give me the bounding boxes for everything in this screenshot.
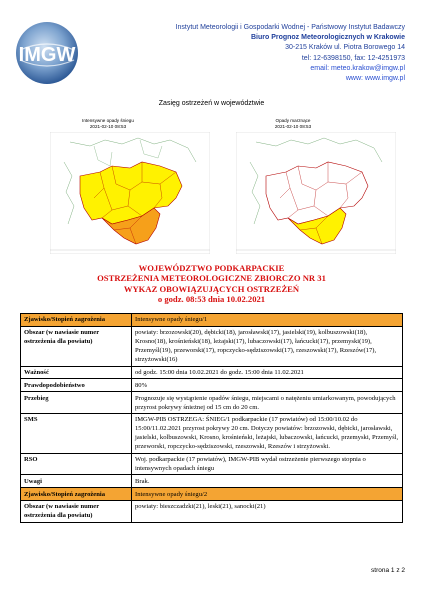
- table-row: [21, 475, 403, 488]
- row-label: Przebieg: [21, 392, 132, 414]
- office-address: 30-215 Kraków ul. Piotra Borowego 14: [285, 44, 405, 52]
- table-row: [21, 413, 403, 453]
- row-value: IMGW-PIB OSTRZEGA: ŚNIEG/1 podkarpackie (17 powiatów) od 15:00/10.02 do 15:00/11.02.2021 przyrost pokrywy 20 cm. Dotyczy powiatów: brzozowski, dębicki, jarosławski, jasielski, kolbuszowski, Krosno, krośnieński, leżajski, lubaczowski, łańcucki, przemyski, Przemyśl, przeworski, ropczycko-sędziszowski, rzeszowski, Rzeszów i strzyżowski.: [132, 413, 403, 453]
- row-value: od godz. 15:00 dnia 10.02.2021 do godz. 15:00 dnia 11.02.2021: [132, 366, 403, 379]
- right-map-phenomenon: Opady marznące: [275, 118, 311, 123]
- right-map-date: 2021-02-10 08:53: [274, 123, 312, 129]
- row-value: Brak.: [132, 475, 403, 488]
- row-value: Woj. podkarpackie (17 powiatów), IMGW-PIB wydał ostrzeżenie pierwszego stopnia o intensywnych opadach śniegu: [132, 453, 403, 475]
- institute-header: [176, 23, 405, 84]
- row-label: SMS: [21, 413, 132, 453]
- row-value: powiaty: brzozowski(20), dębicki(18), jarosławski(17), jasielski(19), kolbuszowski(18), Krosno(18), krośnieński(18), leżajski(17), lubaczowski(17), łańcucki(17), przemyski(19), Przemyśl(19), przeworski(17), ropczycko-sędziszowski(17), rzeszowski(17), Rzeszów(17), strzyżowski(16): [132, 326, 403, 366]
- row-label: Obszar (w nawiasie numer ostrzeżenia dla powiatu): [21, 501, 132, 523]
- row-label: Zjawisko/Stopień zagrożenia: [21, 314, 132, 327]
- row-value: Intensywne opady śniegu/1: [132, 314, 403, 327]
- right-map-title: [243, 118, 343, 129]
- row-label: Prawdopodobieństwo: [21, 379, 132, 392]
- table-row: [21, 488, 403, 501]
- table-row: [21, 326, 403, 366]
- table-row: [21, 366, 403, 379]
- row-label: Obszar (w nawiasie numer ostrzeżenia dla powiatu): [21, 326, 132, 366]
- office-phone: tel: 12-6398150, fax: 12-4251973: [301, 54, 405, 62]
- warning-number: OSTRZEŻENIA METEOROLOGICZNE ZBIORCZO NR 31: [97, 273, 326, 284]
- left-map-phenomenon: Intensywne opady śniegu: [82, 118, 134, 123]
- row-value: powiaty: bieszczadzki(21), leski(21), sanocki(21): [132, 501, 403, 523]
- warning-list-title: WYKAZ OBOWIĄZUJĄCYCH OSTRZEŻEŃ: [123, 283, 300, 294]
- right-map: [236, 132, 396, 254]
- logo-text: IMGW: [18, 44, 76, 66]
- warning-heading: [20, 263, 403, 305]
- table-row: [21, 453, 403, 475]
- page-number: strona 1 z 2: [371, 567, 405, 574]
- left-map-title: [58, 118, 158, 129]
- row-label: Uwagi: [21, 475, 132, 488]
- table-row: [21, 392, 403, 414]
- row-value: Prognozuje się wystąpienie opadów śniegu, miejscami o natężeniu umiarkowanym, powodujących przyrost pokrywy śnieżnej od 15 cm do 20 cm.: [132, 392, 403, 414]
- office-name: Biuro Prognoz Meteorologicznych w Krakowie: [250, 34, 405, 42]
- table-row: [21, 379, 403, 392]
- row-label: RSO: [21, 453, 132, 475]
- row-value: Intensywne opady śniegu/2: [132, 488, 403, 501]
- table-row: [21, 314, 403, 327]
- row-label: Zjawisko/Stopień zagrożenia: [21, 488, 132, 501]
- table-row: [21, 501, 403, 523]
- office-www[interactable]: www: www.imgw.pl: [345, 75, 405, 83]
- warnings-table: [20, 313, 403, 523]
- warning-time: o godz. 08:53 dnia 10.02.2021: [157, 294, 266, 305]
- left-map-date: 2021-02-10 08:53: [89, 123, 127, 129]
- maps-caption: Zasięg ostrzeżeń w województwie: [158, 100, 265, 107]
- office-email[interactable]: email: meteo.krakow@imgw.pl: [310, 64, 405, 72]
- institute-name: Instytut Meteorologii i Gospodarki Wodnej - Państwowy Instytut Badawczy: [175, 24, 405, 31]
- left-map: [50, 132, 210, 254]
- imgw-logo: [14, 20, 80, 86]
- row-value: 80%: [132, 379, 403, 392]
- row-label: Ważność: [21, 366, 132, 379]
- warning-region: WOJEWÓDZTWO PODKARPACKIE: [138, 263, 285, 273]
